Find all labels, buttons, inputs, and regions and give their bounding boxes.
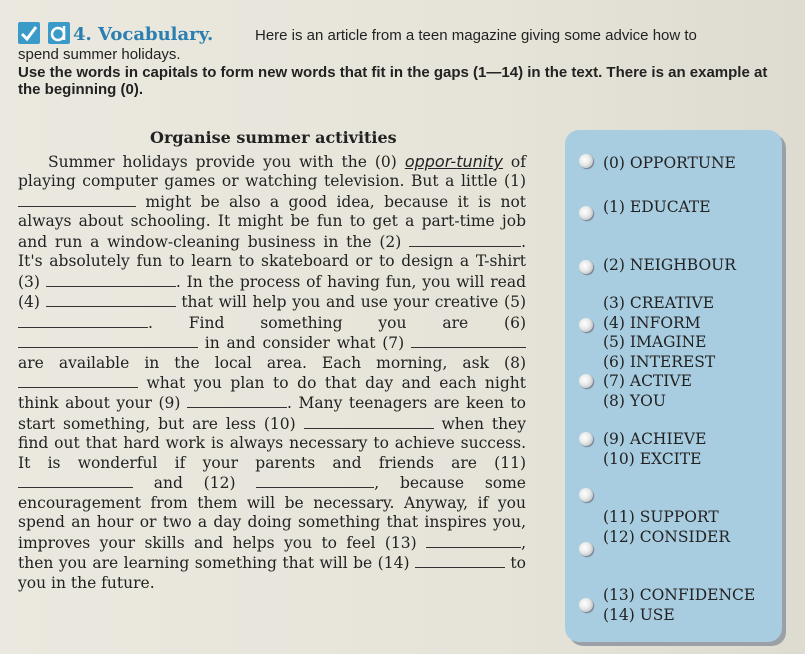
text-segment: when they find out that hard work is always necessary to achieve success. It is wonderful if your parents and friends are (11) — [18, 414, 526, 472]
text-segment: might be also a good idea, because it is not always about schooling. It might be fun to get a part-time job and run a window-cleaning business in the (2) — [18, 192, 526, 251]
word-item: (6) INTEREST — [603, 353, 716, 371]
checkmark-icon — [18, 22, 40, 44]
binder-ring-icon — [579, 260, 593, 274]
word-item: (9) ACHIEVE — [603, 430, 707, 448]
text-segment: of playing computer games or watching television. But a little (1) — [18, 153, 526, 191]
gap-9[interactable] — [187, 393, 287, 408]
gap-7[interactable] — [411, 333, 526, 348]
word-list-panel — [565, 130, 782, 642]
text-segment: . In the process of having fun, you will read (4) — [18, 272, 526, 312]
gap-8[interactable] — [18, 373, 138, 388]
text-segment: . Many teenagers are keen to start something, but are less (10) — [18, 394, 526, 433]
gap-1[interactable] — [18, 192, 136, 207]
text-segment: in and consider what (7) — [198, 334, 411, 353]
text-segment: to you in the future. — [18, 554, 526, 592]
gap-13[interactable] — [426, 533, 521, 548]
word-item: (12) CONSIDER — [603, 528, 731, 546]
gap-2[interactable] — [409, 232, 521, 247]
article-text — [18, 152, 526, 593]
exercise-icons — [18, 22, 73, 46]
example-answer: oppor-tunity — [404, 152, 503, 171]
word-item: (0) OPPORTUNE — [603, 154, 736, 172]
word-item: (5) IMAGINE — [603, 333, 707, 351]
text-segment: are available in the local area. Each morning, ask (8) — [18, 353, 526, 372]
word-item: (10) EXCITE — [603, 450, 702, 468]
word-item: (11) SUPPORT — [603, 508, 719, 526]
word-item: (13) CONFIDENCE — [603, 586, 756, 604]
text-segment: , then you are learning something that will be (14) — [18, 533, 526, 573]
binder-ring-icon — [579, 488, 593, 502]
binder-ring-icon — [579, 432, 593, 446]
gap-11[interactable] — [18, 473, 133, 488]
binder-ring-icon — [579, 206, 593, 220]
word-item: (4) INFORM — [603, 314, 701, 332]
exercise-intro: Here is an article from a teen magazine giving some advice how to — [255, 27, 697, 44]
binder-ring-icon — [579, 374, 593, 388]
gap-14[interactable] — [415, 553, 505, 568]
word-item: (7) ACTIVE — [603, 372, 692, 390]
binder-ring-icon — [579, 542, 593, 556]
text-segment: Summer holidays provide you with the (0) — [48, 153, 405, 171]
text-segment: . It's absolutely fun to learn to skateboard or to design a T-shirt (3) — [18, 232, 526, 291]
bleed-through-text — [430, 6, 434, 24]
article-title: Organise summer activities — [150, 128, 397, 147]
word-item: (14) USE — [603, 606, 675, 624]
article-paragraph — [18, 152, 526, 593]
exercise-instructions: Use the words in capitals to form new words that fit in the gaps (1—14) in the text. There is an example at the beginning (0). — [18, 64, 768, 98]
speech-bubble-icon — [48, 22, 70, 44]
word-item: (8) YOU — [603, 392, 666, 410]
binder-ring-icon — [579, 318, 593, 332]
text-segment: . Find something you are (6) — [148, 313, 526, 332]
text-segment: that will help you and use your creative (5) — [175, 293, 526, 312]
gap-3[interactable] — [46, 272, 176, 287]
word-item: (2) NEIGHBOUR — [603, 256, 736, 274]
word-item: (3) CREATIVE — [603, 294, 715, 312]
text-segment: and (12) — [133, 474, 257, 493]
gap-10[interactable] — [304, 414, 434, 429]
gap-5[interactable] — [18, 313, 148, 328]
text-segment: what you plan to do that day and each night think about your (9) — [18, 373, 526, 413]
binder-ring-icon — [579, 598, 593, 612]
exercise-title: 4. Vocabulary. — [73, 24, 214, 45]
gap-12[interactable] — [256, 473, 374, 488]
exercise-intro-continued: spend summer holidays. — [18, 46, 181, 63]
gap-6[interactable] — [18, 333, 198, 348]
text-segment: , because some encouragement from them will be necessary. Anyway, if you spend an hour or two a day doing something that inspires you, improves your skills and helps you to feel (13) — [18, 474, 526, 552]
word-item: (1) EDUCATE — [603, 198, 711, 216]
gap-4[interactable] — [46, 292, 176, 307]
binder-ring-icon — [579, 154, 593, 168]
